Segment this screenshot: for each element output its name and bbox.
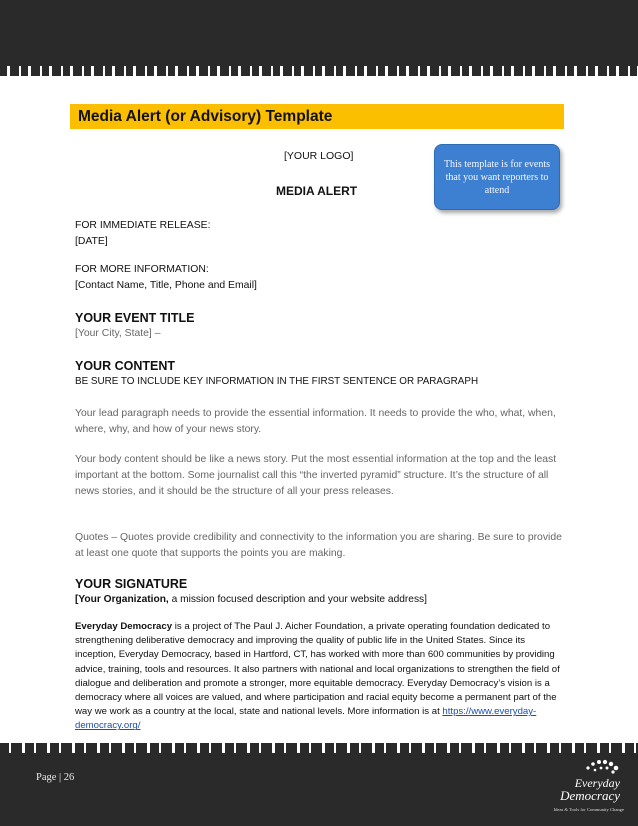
- signature-block: [75, 576, 565, 608]
- website-link[interactable]: https://www.everyday-democracy.org/: [75, 706, 537, 732]
- section-title: Media Alert (or Advisory) Template: [70, 104, 564, 129]
- content-instruction: BE SURE TO INCLUDE KEY INFORMATION IN THE FIRST SENTENCE OR PARAGRAPH: [75, 376, 479, 387]
- signature-heading: YOUR SIGNATURE: [75, 577, 188, 591]
- signature-org-rest: a mission focused description and your website address]: [168, 594, 427, 605]
- header-band: [0, 0, 638, 70]
- bio-paragraph: [75, 620, 565, 734]
- content-para-3: Quotes – Quotes provide credibility and connectivity to the information you are sharing. Be sure to provide at least one quote that supports the points you are making.: [75, 532, 562, 559]
- info-contact: [Contact Name, Title, Phone and Email]: [75, 280, 257, 291]
- content-para-1: Your lead paragraph needs to provide the essential information. It needs to provide the who, what, when, where, why, and how of your news story.: [75, 408, 556, 435]
- info-label: FOR MORE INFORMATION:: [75, 264, 209, 275]
- callout-box: [434, 144, 560, 210]
- content-heading: YOUR CONTENT: [75, 359, 175, 373]
- bio-org-name: Everyday Democracy: [75, 621, 173, 632]
- callout-text: This template is for events that you want reporters to attend: [443, 159, 551, 196]
- logo-line-2: Democracy: [560, 788, 620, 803]
- logo-mark-icon: [548, 754, 626, 820]
- event-block: [75, 310, 565, 342]
- page-number: Page | 26: [36, 772, 75, 783]
- logo-line-1: Everyday: [574, 776, 620, 790]
- bio-text: is a project of The Paul J. Aicher Foundation, a private operating foundation dedicated to strengthening deliberative democracy and improving the quality of public life in the United States. Since its inception, Everyday Democracy, based in Hartford, CT, has worked with more than 600 communities by providing advice, training, tools and resources. It also partners with national and local organizations to strengthen the field of dialogue and deliberation and promote a stronger, more equitable democracy. Everyday Democracy’s vision is a democracy where all voices are valued, and where participation and racial equity become a permanent part of the way we work as a country at the local, state and national levels. More information is at: [75, 621, 560, 718]
- release-date: [DATE]: [75, 236, 108, 247]
- release-label: FOR IMMEDIATE RELEASE:: [75, 220, 211, 231]
- event-location: [Your City, State] –: [75, 328, 161, 339]
- logo-tagline: Ideas & Tools for Community Change: [553, 807, 624, 812]
- content-block: [75, 358, 565, 390]
- content-para-2: Your body content should be like a news story. Put the most essential information at the top and the least important at the bottom. Some journalist call this “the inverted pyramid” structure. It’s the structure of all news stories, and it should be the structure of all your press releases.: [75, 454, 557, 497]
- footer-band: [0, 748, 638, 826]
- info-block: [75, 262, 565, 294]
- signature-org-bold: [Your Organization,: [75, 594, 169, 605]
- release-block: [75, 218, 565, 250]
- event-heading: YOUR EVENT TITLE: [75, 311, 195, 325]
- logo-placeholder: [YOUR LOGO]: [284, 150, 354, 162]
- media-alert-heading: MEDIA ALERT: [276, 184, 358, 198]
- everyday-democracy-logo: [548, 754, 626, 820]
